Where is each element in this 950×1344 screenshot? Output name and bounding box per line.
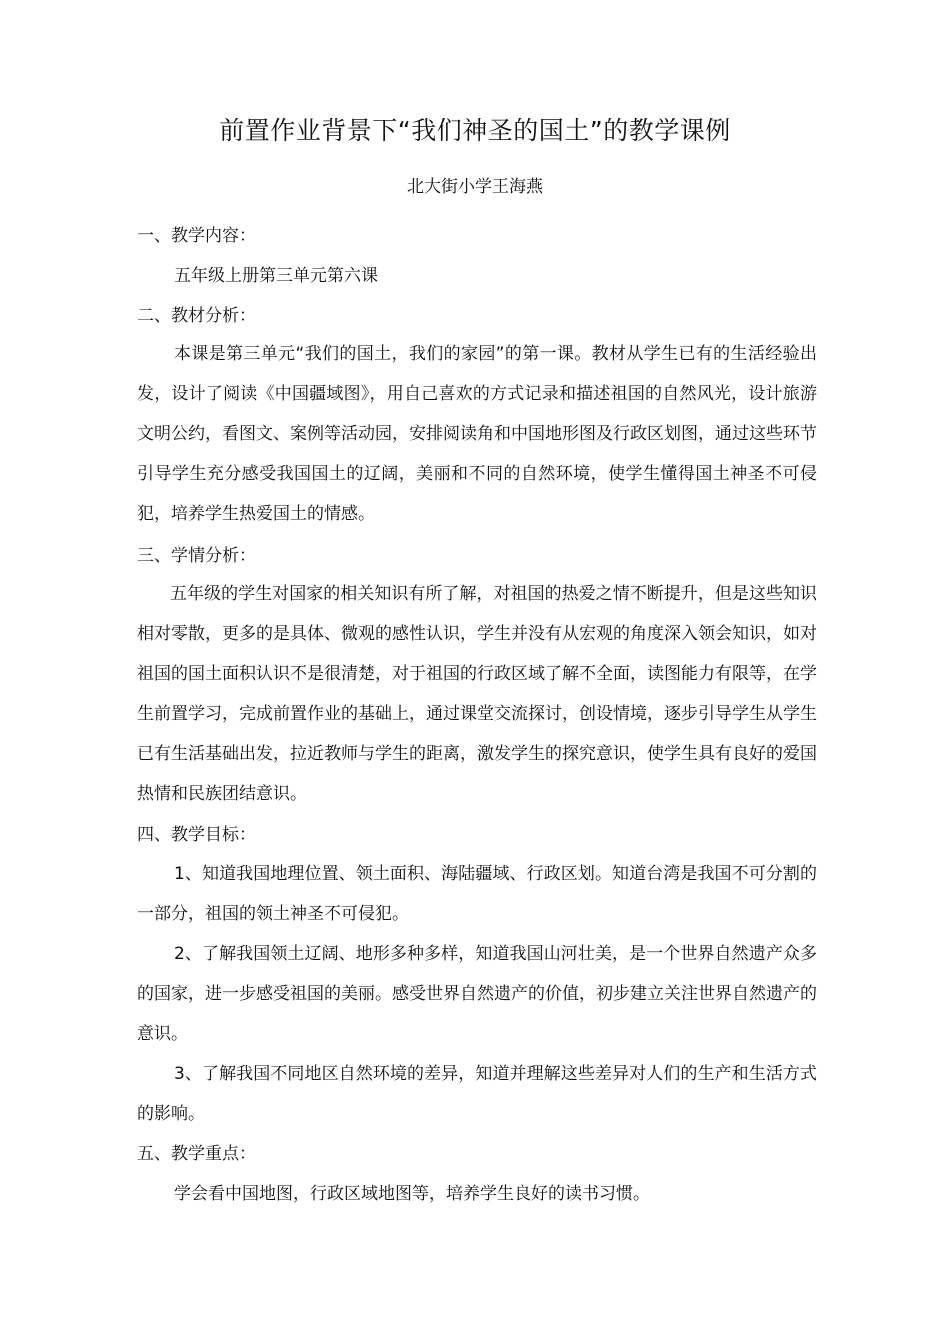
- section-heading-goals: 四、教学目标：: [137, 825, 256, 845]
- section-heading-material: 二、教材分析：: [137, 306, 256, 326]
- section-paragraph-material: 本课是第三单元“我们的国土，我们的家园”的第一课。教材从学生已有的生活经验出发，设计了阅读《中国疆域图》，用自己喜欢的方式记录和描述祖国的自然风光，设计旅游文明公约，看图文、案例等活动园，安排阅读角和中国地形图及行政区划图，通过这些环节引导学生充分感受我国国土的辽阔，美丽和不同的自然环境，使学生懂得国土神圣不可侵犯，培养学生热爱国土的情感。: [137, 344, 817, 524]
- section-paragraph-goal-3: 3、了解我国不同地区自然环境的差异，知道并理解这些差异对人们的生产和生活方式的影响。: [137, 1064, 817, 1124]
- document-title: 前置作业背景下“我们神圣的国土”的教学课例: [219, 116, 731, 145]
- document-author: 北大街小学王海燕: [407, 177, 543, 197]
- section-paragraph-content: 五年级上册第三单元第六课: [174, 266, 378, 286]
- section-heading-content: 一、教学内容：: [137, 226, 256, 246]
- section-paragraph-goal-2: 2、了解我国领土辽阔、地形多种多样，知道我国山河壮美，是一个世界自然遗产众多的国家，进一步感受祖国的美丽。感受世界自然遗产的价值，初步建立关注世界自然遗产的意识。: [137, 944, 817, 1044]
- section-paragraph-students: 五年级的学生对国家的相关知识有所了解，对祖国的热爱之情不断提升，但是这些知识相对零散，更多的是具体、微观的感性认识，学生并没有从宏观的角度深入领会知识，如对祖国的国土面积认识不是很清楚，对于祖国的行政区域了解不全面，读图能力有限等，在学生前置学习，完成前置作业的基础上，通过课堂交流探讨，创设情境，逐步引导学生从学生已有生活基础出发，拉近教师与学生的距离，激发学生的探究意识，使学生具有良好的爱国热情和民族团结意识。: [137, 584, 817, 804]
- section-heading-key-points: 五、教学重点：: [137, 1144, 256, 1164]
- section-heading-students: 三、学情分析：: [137, 546, 256, 566]
- section-paragraph-goal-1: 1、知道我国地理位置、领土面积、海陆疆域、行政区划。知道台湾是我国不可分割的一部分，祖国的领土神圣不可侵犯。: [137, 864, 817, 924]
- section-paragraph-key-points: 学会看中国地图，行政区域地图等，培养学生良好的读书习惯。: [174, 1184, 650, 1204]
